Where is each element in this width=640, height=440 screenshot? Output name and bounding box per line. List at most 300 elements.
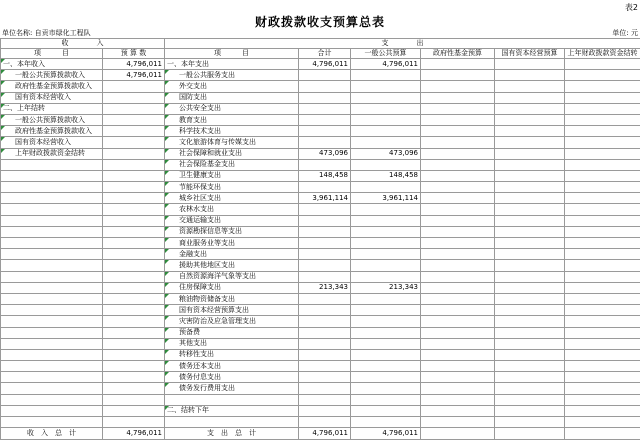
income-header: 收 入	[1, 39, 165, 49]
expense-state-capital	[495, 126, 565, 137]
expense-general	[351, 405, 421, 416]
expense-prev-year	[565, 193, 640, 204]
expense-state-capital	[495, 159, 565, 170]
expense-general	[351, 137, 421, 148]
currency-unit: 单位: 元	[612, 28, 638, 38]
table-row	[1, 182, 640, 193]
expense-general: 148,458	[351, 170, 421, 181]
expense-total	[299, 226, 351, 237]
expense-gov-fund	[421, 249, 495, 260]
expense-general	[351, 383, 421, 394]
table-number: 表2	[625, 2, 638, 13]
expense-state-capital	[495, 226, 565, 237]
income-total-label: 收 入 总 计	[1, 428, 103, 440]
income-item: 政府性基金预算拨款收入	[1, 126, 103, 137]
expense-gov-fund	[421, 204, 495, 215]
expense-prev-year	[565, 148, 640, 159]
income-item	[1, 293, 103, 304]
expense-prev-year	[565, 316, 640, 327]
expense-state-capital	[495, 361, 565, 372]
income-value	[103, 405, 165, 416]
expense-item: 文化旅游体育与传媒支出	[165, 137, 299, 148]
expense-item	[165, 417, 299, 428]
table-row	[1, 282, 640, 293]
expense-prev-year	[565, 372, 640, 383]
expense-general	[351, 103, 421, 114]
expense-state-capital	[495, 170, 565, 181]
unit-name: 单位名称: 自贡市绿化工程队	[2, 28, 91, 38]
expense-total	[299, 182, 351, 193]
page-title: 财政拨款收支预算总表	[0, 13, 640, 30]
expense-general	[351, 338, 421, 349]
expense-state-capital	[495, 92, 565, 103]
expense-prev-year	[565, 114, 640, 125]
table-row	[1, 148, 640, 159]
income-item	[1, 361, 103, 372]
income-value	[103, 316, 165, 327]
expense-prev-year	[565, 159, 640, 170]
expense-total	[299, 361, 351, 372]
expense-general	[351, 126, 421, 137]
expense-state-capital	[495, 148, 565, 159]
expense-gov-fund	[421, 126, 495, 137]
expense-general	[351, 260, 421, 271]
income-value	[103, 349, 165, 360]
expense-prev-year	[565, 92, 640, 103]
expense-prev-year	[565, 126, 640, 137]
income-item	[1, 305, 103, 316]
expense-total	[299, 204, 351, 215]
income-item	[1, 372, 103, 383]
expense-item: 灾害防治及应急管理支出	[165, 316, 299, 327]
expense-gov-fund	[421, 417, 495, 428]
expense-prev-year	[565, 405, 640, 416]
income-value	[103, 249, 165, 260]
income-item: 一、本年收入	[1, 59, 103, 70]
table-row	[1, 417, 640, 428]
expense-item: 其他支出	[165, 338, 299, 349]
expense-item: 住房保障支出	[165, 282, 299, 293]
expense-total	[299, 338, 351, 349]
expense-general	[351, 394, 421, 405]
income-item	[1, 405, 103, 416]
income-value	[103, 327, 165, 338]
table-row	[1, 193, 640, 204]
expense-prev-year	[565, 349, 640, 360]
expense-total: 4,796,011	[299, 59, 351, 70]
expense-state-capital	[495, 114, 565, 125]
expense-item: 卫生健康支出	[165, 170, 299, 181]
expense-gov-fund	[421, 81, 495, 92]
income-item-header: 项 目	[1, 49, 103, 59]
expense-total	[299, 349, 351, 360]
expense-state-capital	[495, 417, 565, 428]
expense-general	[351, 182, 421, 193]
table-row	[1, 114, 640, 125]
expense-gov-fund	[421, 148, 495, 159]
expense-prev-year	[565, 260, 640, 271]
expense-gov-fund	[421, 170, 495, 181]
table-row	[1, 394, 640, 405]
expense-general	[351, 215, 421, 226]
expense-state-capital	[495, 137, 565, 148]
income-item	[1, 215, 103, 226]
expense-item: 一、本年支出	[165, 59, 299, 70]
income-value	[103, 170, 165, 181]
expense-prev-year	[565, 327, 640, 338]
table-row	[1, 170, 640, 181]
expense-prev-year	[565, 271, 640, 282]
expense-general: 4,796,011	[351, 59, 421, 70]
expense-item: 国防支出	[165, 92, 299, 103]
table-row	[1, 70, 640, 81]
expense-item: 节能环保支出	[165, 182, 299, 193]
income-value	[103, 81, 165, 92]
expense-item-header: 项 目	[165, 49, 299, 59]
income-item: 一般公共预算拨款收入	[1, 70, 103, 81]
income-item: 一般公共预算拨款收入	[1, 114, 103, 125]
expense-total	[299, 417, 351, 428]
expense-general	[351, 361, 421, 372]
expense-prev-year	[565, 338, 640, 349]
expense-gov-fund	[421, 114, 495, 125]
expense-state-capital	[495, 215, 565, 226]
expense-total	[299, 137, 351, 148]
expense-prev-year	[565, 394, 640, 405]
income-item	[1, 394, 103, 405]
expense-state-capital	[495, 327, 565, 338]
table-row	[1, 372, 640, 383]
expense-state-capital	[495, 70, 565, 81]
expense-state-capital	[495, 338, 565, 349]
expense-prev-year	[565, 170, 640, 181]
income-value	[103, 271, 165, 282]
expense-prev-year	[565, 305, 640, 316]
expense-state-capital	[495, 103, 565, 114]
expense-gov-fund	[421, 372, 495, 383]
expense-gov-fund	[421, 103, 495, 114]
expense-prev-year	[565, 103, 640, 114]
gov-fund-header: 政府性基金预算	[421, 49, 495, 59]
expense-total	[299, 159, 351, 170]
expense-state-capital	[495, 193, 565, 204]
income-value	[103, 260, 165, 271]
table-row	[1, 383, 640, 394]
expense-total	[299, 92, 351, 103]
table-row	[1, 305, 640, 316]
expense-item: 商业服务业等支出	[165, 238, 299, 249]
expense-state-capital	[495, 349, 565, 360]
expense-total	[299, 260, 351, 271]
expense-gov-fund	[421, 159, 495, 170]
income-value	[103, 114, 165, 125]
table-row	[1, 81, 640, 92]
income-value	[103, 372, 165, 383]
income-value	[103, 293, 165, 304]
expense-total	[299, 293, 351, 304]
expense-item: 二、结转下年	[165, 405, 299, 416]
expense-general-total: 4,796,011	[351, 428, 421, 440]
expense-general	[351, 238, 421, 249]
expense-item	[165, 394, 299, 405]
expense-state-capital	[495, 383, 565, 394]
expense-total-label: 支 出 总 计	[165, 428, 299, 440]
expense-total	[299, 126, 351, 137]
income-item	[1, 349, 103, 360]
expense-item: 资源勘探信息等支出	[165, 226, 299, 237]
expense-general	[351, 70, 421, 81]
expense-item: 粮油物资储备支出	[165, 293, 299, 304]
income-value	[103, 417, 165, 428]
expense-total	[299, 372, 351, 383]
expense-item: 预备费	[165, 327, 299, 338]
income-item	[1, 170, 103, 181]
expense-total	[299, 271, 351, 282]
expense-prev-year	[565, 282, 640, 293]
income-item: 二、上年结转	[1, 103, 103, 114]
table-row	[1, 238, 640, 249]
income-item: 国有资本经营收入	[1, 92, 103, 103]
expense-state-capital	[495, 394, 565, 405]
income-value	[103, 137, 165, 148]
expense-total	[299, 305, 351, 316]
expense-general	[351, 81, 421, 92]
expense-general: 473,096	[351, 148, 421, 159]
income-value: 4,796,011	[103, 59, 165, 70]
expense-general	[351, 92, 421, 103]
expense-gov-fund	[421, 383, 495, 394]
expense-total	[299, 103, 351, 114]
table-row	[1, 103, 640, 114]
expense-item: 金融支出	[165, 249, 299, 260]
expense-state-capital	[495, 282, 565, 293]
income-value	[103, 148, 165, 159]
expense-prev-year	[565, 238, 640, 249]
expense-gov-fund	[421, 70, 495, 81]
table-row	[1, 249, 640, 260]
expense-general	[351, 159, 421, 170]
expense-gov-fund	[421, 349, 495, 360]
expense-prev-year	[565, 383, 640, 394]
expense-total: 213,343	[299, 282, 351, 293]
expense-item: 社会保障和就业支出	[165, 148, 299, 159]
income-value	[103, 338, 165, 349]
expense-prev-year	[565, 59, 640, 70]
income-value	[103, 394, 165, 405]
income-item	[1, 193, 103, 204]
expense-item: 科学技术支出	[165, 126, 299, 137]
expense-total	[299, 249, 351, 260]
expense-gov-fund	[421, 338, 495, 349]
table-row	[1, 271, 640, 282]
income-value	[103, 193, 165, 204]
expense-item: 农林水支出	[165, 204, 299, 215]
income-total-value: 4,796,011	[103, 428, 165, 440]
income-item	[1, 226, 103, 237]
expense-gov-fund	[421, 361, 495, 372]
expense-item: 交通运输支出	[165, 215, 299, 226]
expense-general	[351, 417, 421, 428]
table-row	[1, 137, 640, 148]
table-row	[1, 59, 640, 70]
expense-prev-year	[565, 226, 640, 237]
income-value	[103, 92, 165, 103]
expense-general	[351, 204, 421, 215]
income-item	[1, 316, 103, 327]
expense-prev-year	[565, 204, 640, 215]
expense-total	[299, 327, 351, 338]
expense-total	[299, 70, 351, 81]
expense-total-value: 4,796,011	[299, 428, 351, 440]
expense-gov-fund	[421, 293, 495, 304]
expense-item: 社会保险基金支出	[165, 159, 299, 170]
expense-gov-fund	[421, 215, 495, 226]
expense-state-capital	[495, 249, 565, 260]
expense-header: 支 出	[165, 39, 640, 49]
expense-prev-year	[565, 70, 640, 81]
expense-prev-year	[565, 81, 640, 92]
income-value	[103, 282, 165, 293]
expense-total: 473,096	[299, 148, 351, 159]
income-item	[1, 204, 103, 215]
expense-gov-fund	[421, 405, 495, 416]
expense-general	[351, 226, 421, 237]
income-value	[103, 182, 165, 193]
expense-total	[299, 215, 351, 226]
expense-state-capital	[495, 204, 565, 215]
expense-item: 国有资本经营预算支出	[165, 305, 299, 316]
table-row	[1, 92, 640, 103]
expense-item: 外交支出	[165, 81, 299, 92]
expense-gov-fund	[421, 137, 495, 148]
expense-general	[351, 316, 421, 327]
income-item	[1, 338, 103, 349]
expense-general	[351, 114, 421, 125]
expense-item: 城乡社区支出	[165, 193, 299, 204]
expense-gov-fund	[421, 260, 495, 271]
expense-state-capital	[495, 305, 565, 316]
expense-prev-year	[565, 137, 640, 148]
income-item	[1, 417, 103, 428]
expense-item: 自然资源海洋气象等支出	[165, 271, 299, 282]
state-capital-header: 国有资本经营预算	[495, 49, 565, 59]
income-item	[1, 260, 103, 271]
table-row	[1, 338, 640, 349]
income-item	[1, 383, 103, 394]
table-row	[1, 293, 640, 304]
table-row	[1, 215, 640, 226]
expense-state-capital	[495, 81, 565, 92]
income-value	[103, 305, 165, 316]
income-item: 国有资本经营收入	[1, 137, 103, 148]
expense-gov-fund	[421, 59, 495, 70]
expense-total	[299, 316, 351, 327]
expense-general	[351, 271, 421, 282]
expense-state-capital	[495, 59, 565, 70]
expense-state-capital	[495, 271, 565, 282]
expense-prev-year	[565, 417, 640, 428]
expense-item: 一般公共服务支出	[165, 70, 299, 81]
expense-general: 3,961,114	[351, 193, 421, 204]
expense-item: 公共安全支出	[165, 103, 299, 114]
income-item: 政府性基金预算拨款收入	[1, 81, 103, 92]
expense-gov-fund	[421, 238, 495, 249]
income-item	[1, 282, 103, 293]
income-value: 4,796,011	[103, 70, 165, 81]
income-item	[1, 182, 103, 193]
table-row	[1, 226, 640, 237]
income-value	[103, 126, 165, 137]
table-row	[1, 159, 640, 170]
expense-item: 转移性支出	[165, 349, 299, 360]
income-value	[103, 215, 165, 226]
expense-total: 148,458	[299, 170, 351, 181]
budget-table	[0, 38, 640, 440]
expense-state-capital	[495, 260, 565, 271]
expense-general	[351, 349, 421, 360]
header-row-1	[1, 39, 640, 49]
header-row-2	[1, 49, 640, 59]
expense-gov-fund	[421, 305, 495, 316]
expense-general	[351, 372, 421, 383]
expense-state-capital	[495, 316, 565, 327]
expense-general	[351, 327, 421, 338]
income-value	[103, 238, 165, 249]
expense-total	[299, 81, 351, 92]
total-header: 合计	[299, 49, 351, 59]
expense-total: 3,961,114	[299, 193, 351, 204]
expense-item: 教育支出	[165, 114, 299, 125]
income-item	[1, 271, 103, 282]
prev-year-header: 上年财政拨款资金结转	[565, 49, 640, 59]
income-value	[103, 103, 165, 114]
expense-gov-fund	[421, 282, 495, 293]
income-value	[103, 204, 165, 215]
income-item	[1, 249, 103, 260]
income-value	[103, 383, 165, 394]
table-row	[1, 327, 640, 338]
income-value	[103, 159, 165, 170]
table-row	[1, 405, 640, 416]
income-item	[1, 159, 103, 170]
table-row	[1, 349, 640, 360]
expense-total	[299, 383, 351, 394]
expense-total	[299, 238, 351, 249]
budget-header: 预 算 数	[103, 49, 165, 59]
expense-state-capital	[495, 238, 565, 249]
general-budget-header: 一般公共预算	[351, 49, 421, 59]
expense-state-capital	[495, 293, 565, 304]
expense-item: 援助其他地区支出	[165, 260, 299, 271]
expense-total	[299, 114, 351, 125]
expense-prev-year	[565, 215, 640, 226]
expense-total	[299, 405, 351, 416]
expense-prev-year	[565, 361, 640, 372]
expense-general	[351, 305, 421, 316]
expense-prev-year	[565, 249, 640, 260]
table-row	[1, 260, 640, 271]
expense-prev-year	[565, 182, 640, 193]
income-item	[1, 327, 103, 338]
expense-prev-year	[565, 293, 640, 304]
expense-gov-fund	[421, 327, 495, 338]
expense-general	[351, 249, 421, 260]
expense-gov-fund	[421, 226, 495, 237]
expense-state-capital	[495, 372, 565, 383]
expense-gov-fund	[421, 316, 495, 327]
expense-gov-fund	[421, 92, 495, 103]
expense-total	[299, 394, 351, 405]
